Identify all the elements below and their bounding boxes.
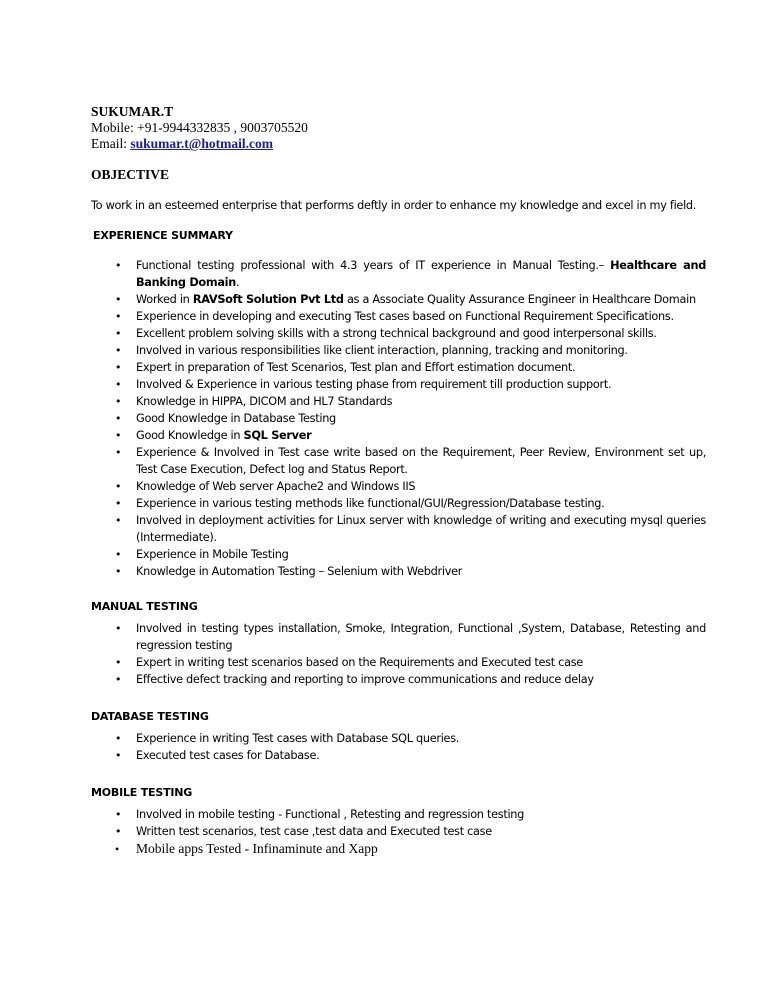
bullet-icon: • bbox=[115, 749, 122, 762]
item-text: Involved & Experience in various testing phase from requirement till production support. bbox=[136, 378, 612, 391]
list-item bbox=[91, 730, 706, 747]
list-item bbox=[91, 427, 706, 444]
contact-block bbox=[91, 104, 706, 152]
candidate-name: SUKUMAR.T bbox=[91, 104, 174, 119]
item-text: Expert in writing test scenarios based on the Requirements and Executed test case bbox=[136, 656, 583, 669]
bullet-icon: • bbox=[115, 344, 122, 357]
list-item bbox=[91, 747, 706, 764]
bullet-icon: • bbox=[115, 378, 122, 391]
item-text: Excellent problem solving skills with a strong technical background and good interpersonal skills. bbox=[136, 327, 657, 340]
bullet-icon: • bbox=[115, 622, 122, 635]
item-text: Good Knowledge in Database Testing bbox=[136, 412, 336, 425]
bullet-icon: • bbox=[115, 480, 122, 493]
item-text: Knowledge in Automation Testing – Selenium with Webdriver bbox=[136, 565, 463, 578]
email-link[interactable]: sukumar.t@hotmail.com bbox=[130, 136, 273, 151]
bullet-icon: • bbox=[115, 514, 122, 527]
bullet-icon: • bbox=[115, 327, 122, 340]
item-text: Functional testing professional with 4.3 years of IT experience in Manual Testing.– bbox=[136, 259, 611, 272]
bullet-icon: • bbox=[115, 673, 122, 686]
list-item bbox=[91, 671, 706, 688]
item-text: Knowledge of Web server Apache2 and Windows IIS bbox=[136, 480, 416, 493]
email-line bbox=[91, 136, 706, 152]
list-item bbox=[91, 546, 706, 563]
item-text: Executed test cases for Database. bbox=[136, 749, 320, 762]
item-bold-text: Healthcare and Banking Domain bbox=[136, 259, 706, 289]
list-item bbox=[91, 393, 706, 410]
item-text: Involved in various responsibilities like client interaction, planning, tracking and monitoring. bbox=[136, 344, 628, 357]
bullet-icon: • bbox=[115, 732, 122, 745]
experience-summary-heading: EXPERIENCE SUMMARY bbox=[93, 229, 233, 242]
bullet-icon: • bbox=[115, 395, 122, 408]
list-item bbox=[91, 806, 706, 823]
item-bold-text: SQL Server bbox=[243, 429, 312, 442]
manual-testing-heading: MANUAL TESTING bbox=[91, 600, 198, 613]
database-testing-list bbox=[91, 730, 706, 764]
list-item bbox=[91, 376, 706, 393]
item-text: . bbox=[235, 276, 240, 289]
list-item bbox=[91, 563, 706, 580]
bullet-icon: • bbox=[115, 310, 122, 323]
item-text: Experience in Mobile Testing bbox=[136, 548, 289, 561]
objective-text: To work in an esteemed enterprise that performs deftly in order to enhance my knowledge and excel in my field. bbox=[91, 199, 697, 212]
list-item bbox=[91, 444, 706, 478]
item-text: Experience in developing and executing Test cases based on Functional Requirement Specifications. bbox=[136, 310, 674, 323]
mobile-testing-list bbox=[91, 806, 706, 858]
list-item bbox=[91, 495, 706, 512]
bullet-icon: • bbox=[115, 497, 122, 510]
experience-list bbox=[91, 257, 706, 580]
list-item bbox=[91, 654, 706, 671]
list-item bbox=[91, 342, 706, 359]
item-text: as a Associate Quality Assurance Engineer in Healthcare Domain bbox=[343, 293, 696, 306]
database-testing-heading: DATABASE TESTING bbox=[91, 710, 209, 723]
bullet-icon: • bbox=[115, 361, 122, 374]
bullet-icon: • bbox=[115, 808, 122, 821]
item-bold-text: RAVSoft Solution Pvt Ltd bbox=[192, 293, 344, 306]
list-item bbox=[91, 620, 706, 654]
list-item bbox=[91, 823, 706, 840]
item-text: Effective defect tracking and reporting to improve communications and reduce delay bbox=[136, 673, 594, 686]
bullet-icon: • bbox=[115, 565, 122, 578]
item-text: Experience in various testing methods like functional/GUI/Regression/Database testing. bbox=[136, 497, 605, 510]
item-text: Involved in deployment activities for Linux server with knowledge of writing and executing mysql queries (Intermediate). bbox=[136, 514, 706, 544]
manual-testing-list bbox=[91, 620, 706, 688]
item-text: Experience & Involved in Test case write based on the Requirement, Peer Review, Environment set up, Test Case Execution, Defect log and Status Report. bbox=[136, 446, 706, 476]
list-item bbox=[91, 478, 706, 495]
bullet-icon: • bbox=[115, 412, 122, 425]
item-text: Experience in writing Test cases with Database SQL queries. bbox=[136, 732, 460, 745]
list-item bbox=[91, 359, 706, 376]
mobile-testing-heading: MOBILE TESTING bbox=[91, 786, 193, 799]
item-text: Involved in testing types installation, Smoke, Integration, Functional ,System, Database, Retesting and regression testing bbox=[136, 622, 706, 652]
bullet-icon: • bbox=[115, 446, 122, 459]
bullet-icon: • bbox=[115, 842, 120, 856]
bullet-icon: • bbox=[115, 293, 122, 306]
item-text: Knowledge in HIPPA, DICOM and HL7 Standards bbox=[136, 395, 393, 408]
item-text: Expert in preparation of Test Scenarios, Test plan and Effort estimation document. bbox=[136, 361, 576, 374]
bullet-icon: • bbox=[115, 259, 122, 272]
list-item bbox=[91, 257, 706, 291]
list-item bbox=[91, 325, 706, 342]
list-item bbox=[91, 308, 706, 325]
list-item bbox=[91, 512, 706, 546]
item-text: Mobile apps Tested - Infinaminute and Xapp bbox=[136, 841, 378, 856]
list-item bbox=[91, 291, 706, 308]
bullet-icon: • bbox=[115, 429, 122, 442]
item-text: Good Knowledge in bbox=[136, 429, 244, 442]
objective-heading: OBJECTIVE bbox=[91, 167, 170, 182]
bullet-icon: • bbox=[115, 825, 122, 838]
bullet-icon: • bbox=[115, 656, 122, 669]
list-item bbox=[91, 840, 706, 858]
item-text: Involved in mobile testing - Functional , Retesting and regression testing bbox=[136, 808, 525, 821]
bullet-icon: • bbox=[115, 548, 122, 561]
resume-page bbox=[91, 104, 706, 858]
item-text: Worked in bbox=[136, 293, 193, 306]
item-text: Written test scenarios, test case ,test data and Executed test case bbox=[136, 825, 492, 838]
list-item bbox=[91, 410, 706, 427]
email-label: Email: bbox=[91, 136, 131, 151]
mobile-line: Mobile: +91-9944332835 , 9003705520 bbox=[91, 120, 308, 135]
